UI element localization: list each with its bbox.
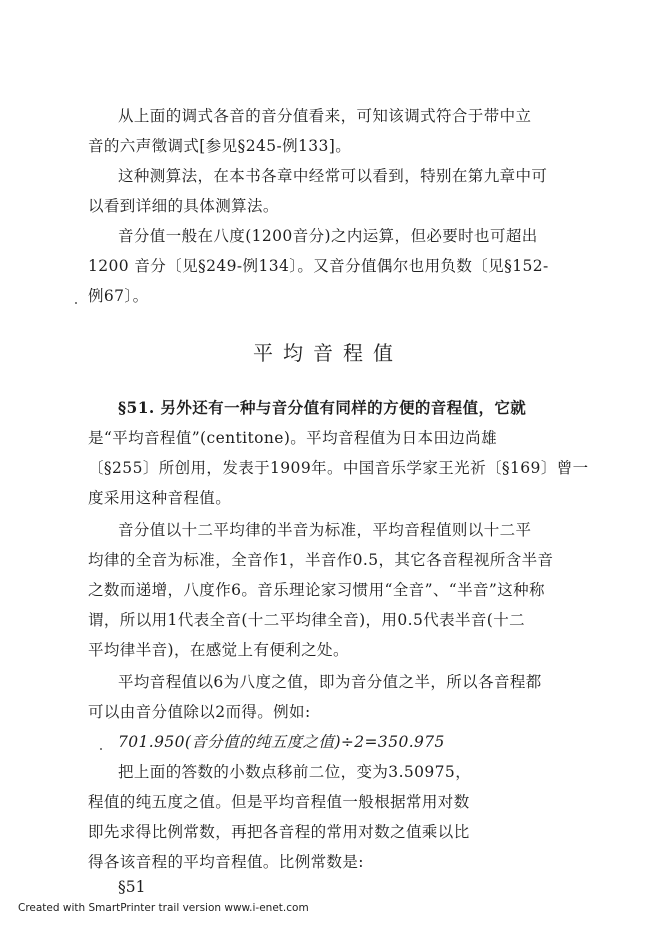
body-line: 可以由音分值除以2而得。例如: [88,703,311,721]
paragraph-line: 例67〕。 [88,287,149,305]
body-line: 谓，所以用1代表全音(十二平均律全音)，用0.5代表半音(十二 [88,611,526,629]
body-line: 把上面的答数的小数点移前二位，变为3.50975， [118,763,472,781]
formula-line: 701.950(音分值的纯五度之值)÷2=350.975 [118,733,445,751]
paragraph-line: 以看到详细的具体测算法。 [88,197,279,215]
scan-speck [100,748,102,750]
body-line: 得各该音程的平均音程值。比例常数是: [88,853,364,871]
paragraph-line: 音的六声徵调式[参见§245-例133]。 [88,137,352,155]
section-lead-line: §51. 另外还有一种与音分值有同样的方便的音程值，它就 [118,398,527,417]
section-heading: 平均音程值 [253,341,403,365]
body-line: 度采用这种音程值。 [88,489,232,507]
body-line: 均律的全音为标准，全音作1，半音作0.5，其它各音程视所含半音 [88,551,554,569]
body-line: 即先求得比例常数，再把各音程的常用对数之值乘以比 [88,823,470,841]
scan-speck [75,302,77,304]
section-marker: §51 [118,878,146,896]
body-line: 〔§255〕所创用，发表于1909年。中国音乐学家王光祈〔§169〕曾一 [88,459,589,477]
body-line: 音分值以十二平均律的半音为标准，平均音程值则以十二平 [118,521,532,539]
body-line: 程值的纯五度之值。但是平均音程值一般根据常用对数 [88,793,470,811]
body-line: 之数而递增，八度作6。音乐理论家习惯用“全音”、“半音”这种称 [88,581,545,599]
body-line: 是“平均音程值”(centitone)。平均音程值为日本田边尚雄 [88,429,497,447]
body-line: 平均律半音)，在感觉上有便利之处。 [88,641,349,659]
paragraph-line: 从上面的调式各音的音分值看来，可知该调式符合于带中立 [118,107,532,125]
paragraph-line: 1200 音分〔见§249-例134〕。又音分值偶尔也用负数〔见§152- [88,257,549,275]
watermark-text: Created with SmartPrinter trail version www.i-enet.com [18,902,309,914]
body-line: 平均音程值以6为八度之值，即为音分值之半，所以各音程都 [118,673,542,691]
paragraph-line: 音分值一般在八度(1200音分)之内运算，但必要时也可超出 [118,227,538,245]
paragraph-line: 这种测算法，在本书各章中经常可以看到，特别在第九章中可 [118,167,548,185]
